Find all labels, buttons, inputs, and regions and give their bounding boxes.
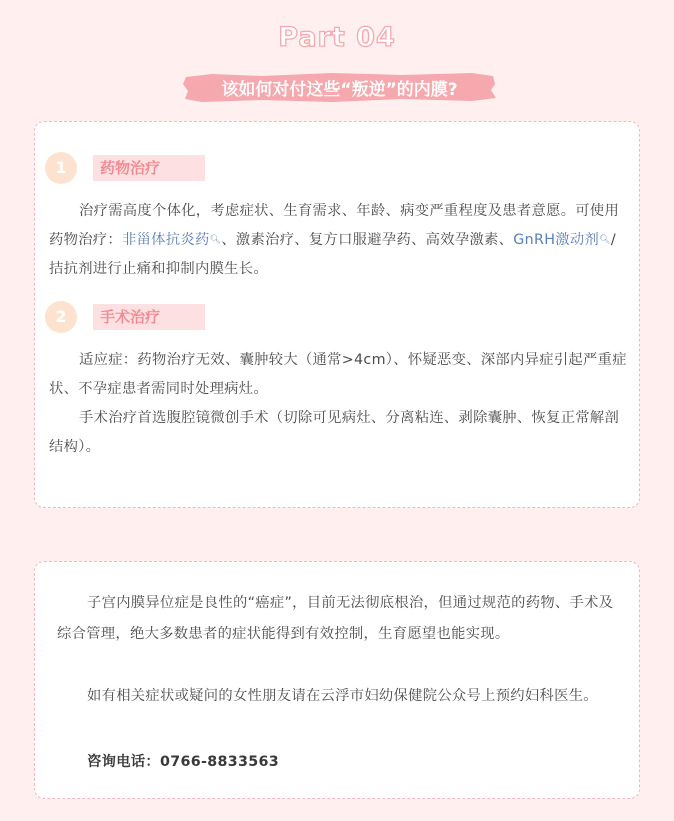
search-icon[interactable]: 🔍︎ bbox=[599, 235, 611, 245]
contact-phone-text: 咨询电话：0766-8833563 bbox=[87, 754, 279, 770]
step-number-badge: 2 bbox=[45, 301, 77, 333]
summary-paragraph bbox=[57, 588, 627, 650]
treatment-card bbox=[34, 121, 640, 508]
summary-card bbox=[34, 561, 640, 799]
surgery-method-text: 手术治疗首选腹腔镜微创手术（切除可见病灶、分离粘连、剥除囊肿、恢复正常解剖结构）。 bbox=[49, 410, 620, 455]
step-number-badge: 1 bbox=[45, 152, 77, 184]
contact-phone bbox=[57, 747, 627, 778]
surgery-indication-text: 适应症：药物治疗无效、囊肿较大（通常>4cm）、怀疑恶变、深部内异症引起严重症状、不孕症患者需同时处理病灶。 bbox=[49, 352, 627, 397]
subtitle-text: 该如何对付这些“叛逆”的内膜? bbox=[221, 80, 458, 100]
drug-therapy-paragraph bbox=[49, 197, 629, 284]
part-title: Part 04 bbox=[278, 22, 396, 53]
appointment-text: 如有相关症状或疑问的女性朋友请在云浮市妇幼保健院公众号上预约妇科医生。 bbox=[87, 688, 598, 704]
gnrh-link[interactable]: GnRH激动剂 bbox=[513, 232, 600, 248]
surgery-method-paragraph bbox=[49, 404, 629, 462]
drug-text-before: 治疗需高度个体化，考虑症状、生育需求、年龄、病变严重程度及患者意愿。可使用药物治疗： bbox=[49, 203, 620, 248]
step-label: 手术治疗 bbox=[93, 304, 205, 330]
search-icon[interactable]: 🔍︎ bbox=[209, 235, 222, 245]
surgery-indication-paragraph bbox=[49, 346, 629, 404]
step-label: 药物治疗 bbox=[93, 155, 205, 181]
drug-text-middle: 、激素治疗、复方口服避孕药、高效孕激素、 bbox=[221, 232, 514, 248]
appointment-paragraph bbox=[57, 681, 627, 712]
drug-text-after: /拮抗剂进行止痛和抑制内膜生长。 bbox=[49, 232, 616, 277]
summary-text: 子宫内膜异位症是良性的“癌症”，目前无法彻底根治，但通过规范的药物、手术及综合管理，绝大多数患者的症状能得到有效控制，生育愿望也能实现。 bbox=[57, 595, 614, 642]
subtitle-banner bbox=[182, 72, 497, 103]
nsaid-link[interactable]: 非甾体抗炎药 bbox=[121, 232, 210, 248]
